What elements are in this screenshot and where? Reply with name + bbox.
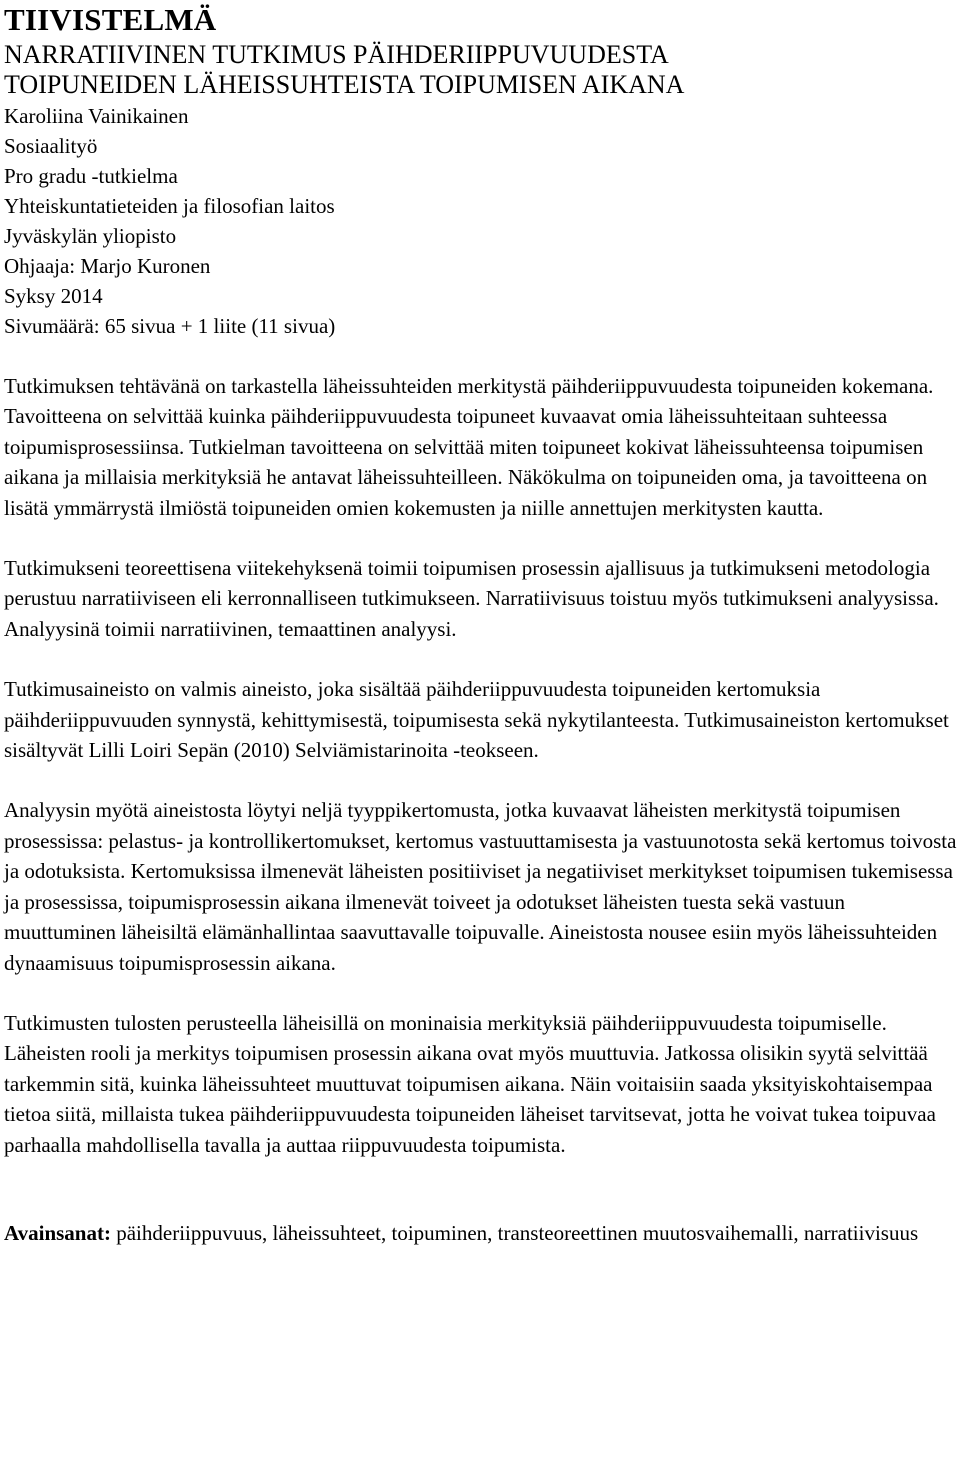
department: Yhteiskuntatieteiden ja filosofian laitos [4,194,335,218]
page-heading: TIIVISTELMÄ [4,2,217,37]
keywords-label: Avainsanat: [4,1220,111,1245]
supervisor: Ohjaaja: Marjo Kuronen [4,254,211,278]
term: Syksy 2014 [4,284,103,308]
page-count: Sivumäärä: 65 sivua + 1 liite (11 sivua) [4,314,336,338]
subject: Sosiaalityö [4,134,98,158]
abstract-paragraph-4: Analyysin myötä aineistosta löytyi neljä tyyppikertomusta, jotka kuvaavat läheisten merkitystä toipumisen prosessissa: pelastus- ja kontrollikertomukset, kertomus vastuuttamisesta ja vastuunotosta sekä kertomus toivosta ja odotuksista. Kertomuksissa ilmenevät läheisten positiiviset ja negatiiviset merkitykset toipumisen tukemisessa ja prosessissa, toipumisprosessin aikana ilmenevät toiveet ja odotukset läheisten tuesta sekä vastuun muuttuminen läheisiltä elämänhallintaa saavuttavalle toipuvalle. Aineistosta nousee esiin myös läheissuhteiden dynaamisuus toipumisprosessin aikana. [4,798,957,975]
thesis-title-line-1: NARRATIIVINEN TUTKIMUS PÄIHDERIIPPUVUUDESTA [4,40,669,69]
keywords [4,1218,957,1248]
university: Jyväskylän yliopisto [4,224,177,248]
abstract-paragraph-1: Tutkimuksen tehtävänä on tarkastella läheissuhteiden merkitystä päihderiippuvuudesta toipuneiden kokemana. Tavoitteena on selvittää kuinka päihderiippuvuudesta toipuneet kuvaavat omia läheissuhteitaan suhteessa toipumisprosessiinsa. Tutkielman tavoitteena on selvittää miten toipuneet kokivat läheissuhteensa toipumisen aikana ja millaisia merkityksiä he antavat läheissuhteilleen. Näkökulma on toipuneiden oma, ja tavoitteena on lisätä ymmärrystä ilmiöstä toipuneiden omien kokemusten ja niille annettujen merkitysten kautta. [4,374,934,520]
thesis-title-line-2: TOIPUNEIDEN LÄHEISSUHTEISTA TOIPUMISEN AIKANA [4,70,685,99]
author-name: Karoliina Vainikainen [4,104,189,128]
abstract-paragraph-3: Tutkimusaineisto on valmis aineisto, joka sisältää päihderiippuvuudesta toipuneiden kertomuksia päihderiippuvuuden synnystä, kehittymisestä, toipumisesta sekä nykytilanteesta. Tutkimusaineiston kertomukset sisältyvät Lilli Loiri Sepän (2010) Selviämistarinoita -teokseen. [4,677,949,763]
thesis-type: Pro gradu -tutkielma [4,164,178,188]
thesis-meta [4,101,957,341]
abstract-paragraph-5: Tutkimusten tulosten perusteella läheisillä on moninaisia merkityksiä päihderiippuvuudesta toipumiselle. Läheisten rooli ja merkitys toipumisen prosessin aikana ovat myös muuttuvia. Jatkossa olisikin syytä selvittää tarkemmin sitä, kuinka läheissuhteet muuttuvat toipumisen aikana. Näin voitaisiin saada yksityiskohtaisempaa tietoa siitä, millaista tukea päihderiippuvuudesta toipuneiden läheiset tarvitsevat, jotta he voivat tukea toipuvaa parhaalla mahdollisella tavalla ja auttaa riippuvuudesta toipumista. [4,1010,936,1157]
keywords-text: päihderiippuvuus, läheissuhteet, toipuminen, transteoreettinen muutosvaihemalli, narratiivisuus [110,1220,919,1245]
abstract-paragraph-2: Tutkimukseni teoreettisena viitekehyksenä toimii toipumisen prosessin ajallisuus ja tutkimukseni metodologia perustuu narratiiviseen eli kerronnalliseen tutkimukseen. Narratiivisuus toistuu myös tutkimukseni analyysissa. Analyysinä toimii narratiivinen, temaattinen analyysi. [4,556,939,641]
